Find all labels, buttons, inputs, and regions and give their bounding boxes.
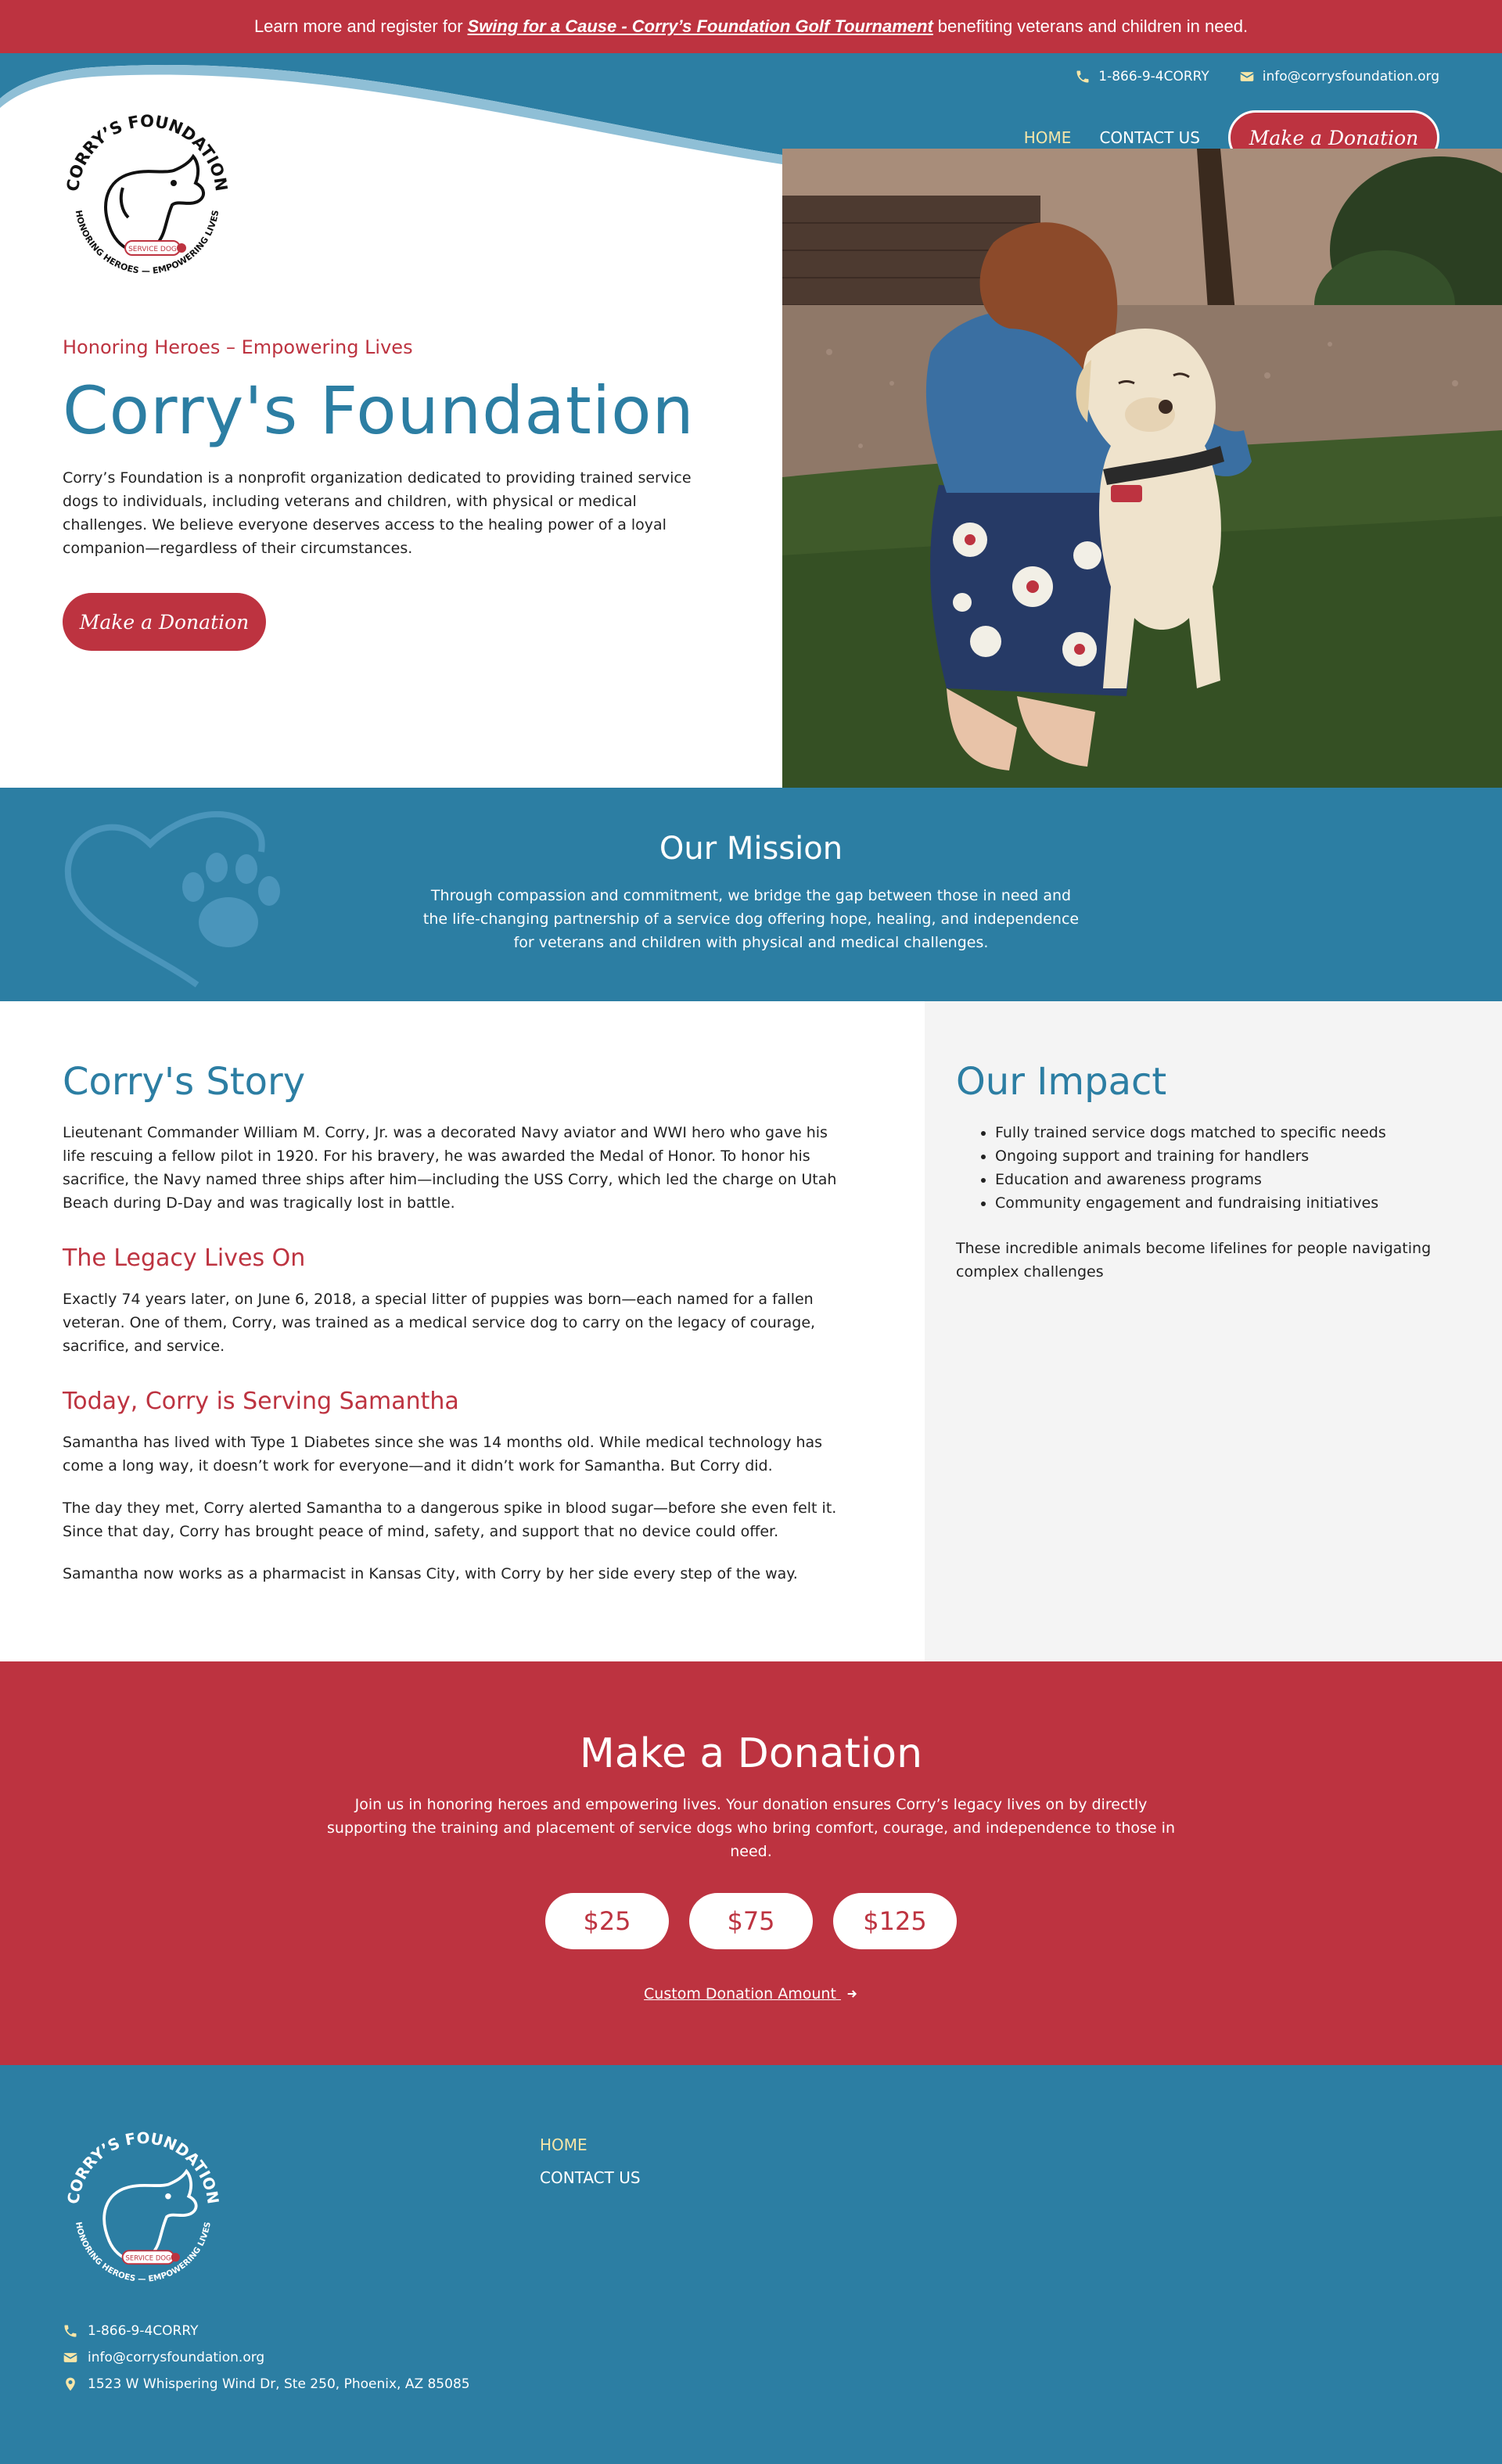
- map-pin-icon: [63, 2376, 78, 2392]
- impact-title: Our Impact: [956, 1060, 1167, 1104]
- woman-hugging-dog-image: [782, 149, 1502, 788]
- header-contact: [1075, 69, 1439, 84]
- today-paragraph-3: Samantha now works as a pharmacist in Kansas City, with Corry by her side every step of the way.: [63, 1565, 798, 1582]
- footer-logo-badge-text: SERVICE DOG: [125, 2254, 171, 2262]
- custom-donation-label: Custom Donation Amount: [644, 1985, 836, 2002]
- announcement-suffix: benefiting veterans and children in need.: [937, 16, 1249, 36]
- donate-75-button[interactable]: $75: [689, 1893, 813, 1949]
- heart-paw-icon: [56, 805, 299, 1000]
- legacy-title: The Legacy Lives On: [63, 1245, 306, 1272]
- hero-content: [63, 336, 720, 651]
- story-intro: Lieutenant Commander William M. Corry, Jr. was a decorated Navy aviator and WWI hero who gave his life rescuing a fellow pilot in 1920. For his bravery, he was awarded the Medal of Honor. To honor his sacrifice, the Navy named three ships after him—including the USS Corry, which led the charge on Utah Beach during D-Day and was tragically lost in battle.: [63, 1124, 837, 1212]
- impact-list: [995, 1121, 1441, 1215]
- announcement-prefix: Learn more and register for: [253, 16, 463, 36]
- footer-address-text: 1523 W Whispering Wind Dr, Ste 250, Phoenix, AZ 85085: [88, 2376, 470, 2392]
- mission-section: [0, 788, 1502, 1001]
- footer-logo-arc-top: CORRY’S FOUNDATION: [64, 2129, 222, 2206]
- hero-donate-button[interactable]: Make a Donation: [63, 593, 266, 651]
- site-footer: [0, 2065, 1502, 2464]
- nav-home[interactable]: HOME: [1023, 128, 1072, 147]
- header-phone[interactable]: [1075, 69, 1209, 84]
- donation-section: [0, 1661, 1502, 2065]
- legacy-text: Exactly 74 years later, on June 6, 2018, a special litter of puppies was born—each named for a fallen veteran. One of them, Corry, was trained as a medical service dog to carry on the legacy of courage, sacrifice, and service.: [63, 1291, 816, 1355]
- arrow-right-icon: [846, 1988, 858, 2000]
- dog-logo-icon: [56, 102, 236, 297]
- list-item: • Fully trained service dogs matched to specific needs: [995, 1121, 1441, 1144]
- list-item: • Education and awareness programs: [995, 1168, 1441, 1191]
- email-icon: [63, 2350, 78, 2365]
- header-email-text: info@corrysfoundation.org: [1262, 69, 1439, 84]
- svg-text:CORRY’S FOUNDATION: [64, 2129, 222, 2205]
- footer-phone[interactable]: [63, 2323, 470, 2339]
- phone-icon: [1075, 69, 1091, 84]
- dog-logo-icon: [56, 2120, 228, 2304]
- footer-nav-contact[interactable]: CONTACT US: [540, 2168, 641, 2187]
- footer-logo[interactable]: [56, 2120, 228, 2304]
- footer-nav: [540, 2135, 641, 2201]
- nav-contact[interactable]: CONTACT US: [1099, 128, 1200, 147]
- list-item: • Community engagement and fundraising initiatives: [995, 1191, 1441, 1215]
- donation-text: Join us in honoring heroes and empowering lives. Your donation ensures Corry’s legacy lives on by directly supporting the training and placement of service dogs who bring comfort, courage, and independence to those in need.: [327, 1796, 1175, 1860]
- svg-text:CORRY’S FOUNDATION: [63, 112, 231, 192]
- today-paragraph-2: The day they met, Corry alerted Samantha to a dangerous spike in blood sugar—before she even felt it. Since that day, Corry has brought peace of mind, safety, and support that no device could offer.: [63, 1500, 837, 1540]
- donate-125-button[interactable]: $125: [833, 1893, 957, 1949]
- footer-phone-text: 1-866-9-4CORRY: [88, 2323, 199, 2339]
- hero-tagline: Honoring Heroes – Empowering Lives: [63, 336, 413, 358]
- story-section: [0, 1001, 925, 1661]
- announcement-bar: [0, 0, 1502, 53]
- hero-photo: [782, 149, 1502, 788]
- logo-badge-text: SERVICE DOG: [128, 246, 177, 253]
- footer-contact-info: [63, 2323, 470, 2403]
- story-title: Corry's Story: [63, 1060, 306, 1104]
- donation-title: Make a Donation: [579, 1730, 923, 1777]
- logo-arc-bottom: HONORING HEROES — EMPOWERING LIVES: [73, 209, 221, 277]
- donation-amounts: [0, 1893, 1502, 1949]
- mission-text: Through compassion and commitment, we bridge the gap between those in need and the life-changing partnership of a service dog offering hope, healing, and independence for veterans and children with physical and medical challenges.: [422, 887, 1080, 951]
- announcement-link[interactable]: Swing for a Cause - Corry’s Foundation Golf Tournament: [467, 16, 933, 36]
- today-paragraph-1: Samantha has lived with Type 1 Diabetes since she was 14 months old. While medical technology has come a long way, it doesn’t work for everyone—and it didn’t work for Samantha. But Corry did.: [63, 1434, 823, 1474]
- donate-25-button[interactable]: $25: [545, 1893, 669, 1949]
- header-donate-button[interactable]: Make a Donation: [1228, 110, 1439, 165]
- today-title: Today, Corry is Serving Samantha: [63, 1388, 459, 1415]
- list-item: • Ongoing support and training for handlers: [995, 1144, 1441, 1168]
- header-email[interactable]: [1239, 69, 1439, 84]
- header-phone-text: 1-866-9-4CORRY: [1098, 69, 1209, 84]
- footer-email[interactable]: [63, 2350, 470, 2365]
- phone-icon: [63, 2323, 78, 2339]
- hero-title: Corry's Foundation: [63, 372, 695, 449]
- footer-email-text: info@corrysfoundation.org: [88, 2350, 265, 2365]
- site-logo[interactable]: [56, 102, 236, 297]
- email-icon: [1239, 69, 1255, 84]
- footer-logo-arc-bottom: HONORING HEROES — EMPOWERING LIVES: [74, 2221, 213, 2284]
- logo-arc-top: CORRY’S FOUNDATION: [63, 111, 232, 193]
- custom-donation-link[interactable]: [644, 1985, 858, 2002]
- footer-address: [63, 2376, 470, 2392]
- impact-closing: These incredible animals become lifelines for people navigating complex challenges: [956, 1240, 1432, 1280]
- mission-title: Our Mission: [659, 831, 843, 867]
- impact-section: [925, 1001, 1502, 1661]
- hero-description: Corry’s Foundation is a nonprofit organization dedicated to providing trained service dogs to individuals, including veterans and children, with physical or medical challenges. We believe everyone deserves access to the healing power of a loyal companion—regardless of their circumstances.: [63, 469, 692, 557]
- footer-nav-home[interactable]: HOME: [540, 2135, 588, 2154]
